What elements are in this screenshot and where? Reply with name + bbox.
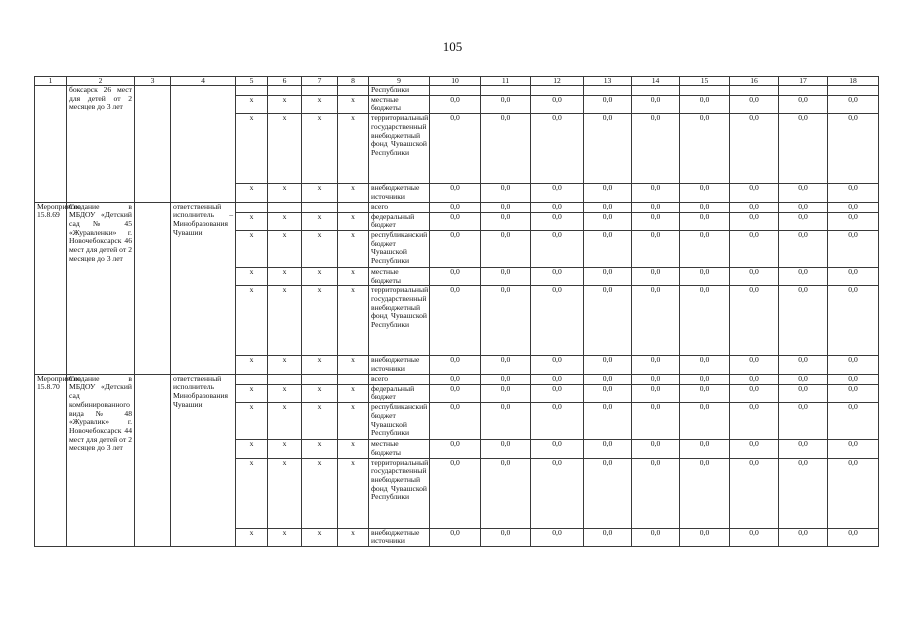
value-cell: 0,0 bbox=[632, 458, 680, 528]
x-mark-cell: x bbox=[338, 286, 369, 356]
measure-name-cell: Создание в МБДОУ «Детский сад № 45 «Журавленки» г. Новочебоксарск 46 мест для детей от 2 месяцев до 3 лет bbox=[67, 202, 135, 374]
value-cell: 0,0 bbox=[779, 95, 828, 113]
value-cell: 0,0 bbox=[730, 230, 779, 267]
x-mark-cell: x bbox=[236, 528, 268, 546]
value-cell: 0,0 bbox=[632, 230, 680, 267]
value-cell: 0,0 bbox=[531, 286, 584, 356]
value-cell: 0,0 bbox=[779, 286, 828, 356]
x-mark-cell: x bbox=[338, 356, 369, 374]
funding-source-cell: всего bbox=[369, 374, 430, 384]
value-cell: 0,0 bbox=[828, 458, 879, 528]
value-cell: 0,0 bbox=[430, 114, 481, 184]
empty-cell bbox=[680, 86, 730, 96]
x-mark-cell: x bbox=[268, 384, 302, 402]
x-mark-cell: x bbox=[268, 286, 302, 356]
x-mark-cell: x bbox=[338, 458, 369, 528]
funding-source-cell: республиканский бюджет Чувашской Республики bbox=[369, 403, 430, 440]
executor-cell: ответственный исполнитель – Минобразования Чувашии bbox=[171, 202, 236, 374]
x-mark-cell: x bbox=[268, 440, 302, 458]
value-cell: 0,0 bbox=[531, 114, 584, 184]
value-cell: 0,0 bbox=[779, 230, 828, 267]
value-cell: 0,0 bbox=[584, 267, 632, 285]
value-cell: 0,0 bbox=[531, 384, 584, 402]
measure-id-cell bbox=[35, 86, 67, 203]
x-mark-cell: x bbox=[302, 356, 338, 374]
x-mark-cell: x bbox=[302, 184, 338, 202]
value-cell: 0,0 bbox=[779, 440, 828, 458]
value-cell: 0,0 bbox=[481, 230, 531, 267]
value-cell: 0,0 bbox=[779, 267, 828, 285]
value-cell: 0,0 bbox=[730, 267, 779, 285]
x-mark-cell: x bbox=[338, 184, 369, 202]
value-cell: 0,0 bbox=[430, 528, 481, 546]
header-cell: 5 bbox=[236, 77, 268, 86]
value-cell: 0,0 bbox=[680, 202, 730, 212]
x-mark-cell: x bbox=[236, 114, 268, 184]
value-cell: 0,0 bbox=[680, 356, 730, 374]
funding-source-cell: внебюджетные источники bbox=[369, 528, 430, 546]
value-cell: 0,0 bbox=[430, 212, 481, 230]
funding-source-cell: федеральный бюджет bbox=[369, 384, 430, 402]
measure-name-cell: боксарск 26 мест для детей от 2 месяцев до 3 лет bbox=[67, 86, 135, 203]
empty-cell bbox=[268, 374, 302, 384]
value-cell: 0,0 bbox=[828, 184, 879, 202]
value-cell: 0,0 bbox=[430, 403, 481, 440]
funding-source-cell: территориальный государственный внебюджетный фонд Чувашской Республики bbox=[369, 114, 430, 184]
x-mark-cell: x bbox=[236, 286, 268, 356]
empty-cell bbox=[632, 86, 680, 96]
empty-cell bbox=[338, 202, 369, 212]
value-cell: 0,0 bbox=[584, 95, 632, 113]
value-cell: 0,0 bbox=[481, 212, 531, 230]
x-mark-cell: x bbox=[302, 286, 338, 356]
value-cell: 0,0 bbox=[430, 202, 481, 212]
x-mark-cell: x bbox=[338, 528, 369, 546]
funding-source-cell: Республики bbox=[369, 86, 430, 96]
x-mark-cell: x bbox=[338, 384, 369, 402]
x-mark-cell: x bbox=[302, 528, 338, 546]
value-cell: 0,0 bbox=[730, 374, 779, 384]
value-cell: 0,0 bbox=[828, 440, 879, 458]
funding-source-cell: территориальный государственный внебюджетный фонд Чувашской Республики bbox=[369, 286, 430, 356]
value-cell: 0,0 bbox=[481, 356, 531, 374]
x-mark-cell: x bbox=[268, 230, 302, 267]
value-cell: 0,0 bbox=[680, 267, 730, 285]
value-cell: 0,0 bbox=[680, 286, 730, 356]
x-mark-cell: x bbox=[268, 95, 302, 113]
value-cell: 0,0 bbox=[481, 267, 531, 285]
header-cell: 2 bbox=[67, 77, 135, 86]
value-cell: 0,0 bbox=[430, 267, 481, 285]
value-cell: 0,0 bbox=[481, 95, 531, 113]
value-cell: 0,0 bbox=[730, 528, 779, 546]
value-cell: 0,0 bbox=[779, 114, 828, 184]
x-mark-cell: x bbox=[268, 356, 302, 374]
value-cell: 0,0 bbox=[481, 440, 531, 458]
x-mark-cell: x bbox=[236, 212, 268, 230]
value-cell: 0,0 bbox=[730, 114, 779, 184]
value-cell: 0,0 bbox=[584, 230, 632, 267]
funding-source-cell: всего bbox=[369, 202, 430, 212]
value-cell: 0,0 bbox=[584, 286, 632, 356]
x-mark-cell: x bbox=[236, 440, 268, 458]
x-mark-cell: x bbox=[236, 267, 268, 285]
header-cell: 11 bbox=[481, 77, 531, 86]
x-mark-cell: x bbox=[302, 230, 338, 267]
measure-id-cell: Мероприятие 15.8.70 bbox=[35, 374, 67, 546]
value-cell: 0,0 bbox=[779, 384, 828, 402]
value-cell: 0,0 bbox=[531, 374, 584, 384]
value-cell: 0,0 bbox=[828, 212, 879, 230]
funding-source-cell: федеральный бюджет bbox=[369, 212, 430, 230]
empty-cell bbox=[584, 86, 632, 96]
budget-table bbox=[34, 76, 879, 547]
value-cell: 0,0 bbox=[531, 403, 584, 440]
value-cell: 0,0 bbox=[430, 95, 481, 113]
funding-source-cell: территориальный государственный внебюджетный фонд Чувашской Республики bbox=[369, 458, 430, 528]
value-cell: 0,0 bbox=[680, 95, 730, 113]
x-mark-cell: x bbox=[338, 267, 369, 285]
header-cell: 7 bbox=[302, 77, 338, 86]
value-cell: 0,0 bbox=[481, 286, 531, 356]
value-cell: 0,0 bbox=[584, 356, 632, 374]
value-cell: 0,0 bbox=[430, 230, 481, 267]
value-cell: 0,0 bbox=[584, 458, 632, 528]
page-number: 105 bbox=[442, 39, 463, 54]
x-mark-cell: x bbox=[302, 384, 338, 402]
value-cell: 0,0 bbox=[632, 184, 680, 202]
value-cell: 0,0 bbox=[779, 403, 828, 440]
value-cell: 0,0 bbox=[531, 184, 584, 202]
x-mark-cell: x bbox=[338, 95, 369, 113]
funding-source-cell: местные бюджеты bbox=[369, 267, 430, 285]
empty-cell bbox=[135, 202, 171, 374]
value-cell: 0,0 bbox=[779, 202, 828, 212]
value-cell: 0,0 bbox=[632, 286, 680, 356]
value-cell: 0,0 bbox=[779, 458, 828, 528]
value-cell: 0,0 bbox=[828, 286, 879, 356]
value-cell: 0,0 bbox=[481, 384, 531, 402]
value-cell: 0,0 bbox=[828, 384, 879, 402]
x-mark-cell: x bbox=[302, 114, 338, 184]
value-cell: 0,0 bbox=[779, 212, 828, 230]
value-cell: 0,0 bbox=[531, 528, 584, 546]
empty-cell bbox=[779, 86, 828, 96]
x-mark-cell: x bbox=[302, 403, 338, 440]
value-cell: 0,0 bbox=[430, 286, 481, 356]
value-cell: 0,0 bbox=[584, 114, 632, 184]
value-cell: 0,0 bbox=[632, 528, 680, 546]
header-cell: 9 bbox=[369, 77, 430, 86]
table-row bbox=[35, 86, 879, 96]
value-cell: 0,0 bbox=[632, 95, 680, 113]
header-cell: 6 bbox=[268, 77, 302, 86]
value-cell: 0,0 bbox=[730, 184, 779, 202]
empty-cell bbox=[338, 86, 369, 96]
header-cell: 17 bbox=[779, 77, 828, 86]
value-cell: 0,0 bbox=[828, 528, 879, 546]
value-cell: 0,0 bbox=[828, 95, 879, 113]
value-cell: 0,0 bbox=[730, 384, 779, 402]
value-cell: 0,0 bbox=[680, 230, 730, 267]
x-mark-cell: x bbox=[268, 267, 302, 285]
value-cell: 0,0 bbox=[828, 356, 879, 374]
value-cell: 0,0 bbox=[779, 528, 828, 546]
value-cell: 0,0 bbox=[531, 230, 584, 267]
value-cell: 0,0 bbox=[584, 528, 632, 546]
x-mark-cell: x bbox=[302, 267, 338, 285]
funding-source-cell: местные бюджеты bbox=[369, 95, 430, 113]
value-cell: 0,0 bbox=[730, 356, 779, 374]
value-cell: 0,0 bbox=[481, 202, 531, 212]
empty-cell bbox=[430, 86, 481, 96]
measure-name-cell: Создание в МБДОУ «Детский сад комбинированного вида № 48 «Журавлик» г. Новочебоксарск 44 мест для детей от 2 месяцев до 3 лет bbox=[67, 374, 135, 546]
table-row bbox=[35, 202, 879, 212]
x-mark-cell: x bbox=[338, 114, 369, 184]
x-mark-cell: x bbox=[268, 528, 302, 546]
value-cell: 0,0 bbox=[531, 212, 584, 230]
value-cell: 0,0 bbox=[779, 356, 828, 374]
funding-source-cell: внебюджетные источники bbox=[369, 356, 430, 374]
value-cell: 0,0 bbox=[531, 356, 584, 374]
table-row bbox=[35, 374, 879, 384]
value-cell: 0,0 bbox=[779, 184, 828, 202]
value-cell: 0,0 bbox=[531, 95, 584, 113]
funding-source-cell: внебюджетные источники bbox=[369, 184, 430, 202]
value-cell: 0,0 bbox=[730, 458, 779, 528]
value-cell: 0,0 bbox=[828, 267, 879, 285]
executor-cell bbox=[171, 86, 236, 203]
value-cell: 0,0 bbox=[481, 114, 531, 184]
header-cell: 16 bbox=[730, 77, 779, 86]
x-mark-cell: x bbox=[268, 212, 302, 230]
value-cell: 0,0 bbox=[730, 212, 779, 230]
value-cell: 0,0 bbox=[680, 440, 730, 458]
value-cell: 0,0 bbox=[481, 184, 531, 202]
value-cell: 0,0 bbox=[584, 202, 632, 212]
empty-cell bbox=[268, 86, 302, 96]
funding-source-cell: республиканский бюджет Чувашской Республики bbox=[369, 230, 430, 267]
value-cell: 0,0 bbox=[481, 403, 531, 440]
value-cell: 0,0 bbox=[680, 212, 730, 230]
header-cell: 18 bbox=[828, 77, 879, 86]
x-mark-cell: x bbox=[236, 403, 268, 440]
x-mark-cell: x bbox=[302, 440, 338, 458]
value-cell: 0,0 bbox=[584, 184, 632, 202]
header-cell: 8 bbox=[338, 77, 369, 86]
measure-id-cell: Мероприятие 15.8.69 bbox=[35, 202, 67, 374]
empty-cell bbox=[135, 374, 171, 546]
funding-source-cell: местные бюджеты bbox=[369, 440, 430, 458]
value-cell: 0,0 bbox=[680, 403, 730, 440]
value-cell: 0,0 bbox=[430, 374, 481, 384]
value-cell: 0,0 bbox=[828, 114, 879, 184]
empty-cell bbox=[302, 374, 338, 384]
value-cell: 0,0 bbox=[531, 440, 584, 458]
x-mark-cell: x bbox=[338, 440, 369, 458]
value-cell: 0,0 bbox=[828, 403, 879, 440]
value-cell: 0,0 bbox=[584, 374, 632, 384]
value-cell: 0,0 bbox=[632, 202, 680, 212]
value-cell: 0,0 bbox=[531, 202, 584, 212]
value-cell: 0,0 bbox=[481, 458, 531, 528]
empty-cell bbox=[302, 86, 338, 96]
header-cell: 15 bbox=[680, 77, 730, 86]
value-cell: 0,0 bbox=[779, 374, 828, 384]
empty-cell bbox=[481, 86, 531, 96]
x-mark-cell: x bbox=[302, 458, 338, 528]
value-cell: 0,0 bbox=[632, 440, 680, 458]
value-cell: 0,0 bbox=[430, 356, 481, 374]
value-cell: 0,0 bbox=[430, 440, 481, 458]
x-mark-cell: x bbox=[268, 184, 302, 202]
value-cell: 0,0 bbox=[531, 458, 584, 528]
executor-cell: ответственный исполнитель Минобразования Чувашии bbox=[171, 374, 236, 546]
x-mark-cell: x bbox=[338, 230, 369, 267]
x-mark-cell: x bbox=[338, 403, 369, 440]
empty-cell bbox=[236, 86, 268, 96]
value-cell: 0,0 bbox=[531, 267, 584, 285]
header-cell: 4 bbox=[171, 77, 236, 86]
x-mark-cell: x bbox=[236, 384, 268, 402]
value-cell: 0,0 bbox=[680, 184, 730, 202]
value-cell: 0,0 bbox=[584, 384, 632, 402]
value-cell: 0,0 bbox=[828, 202, 879, 212]
value-cell: 0,0 bbox=[481, 374, 531, 384]
value-cell: 0,0 bbox=[430, 384, 481, 402]
value-cell: 0,0 bbox=[680, 114, 730, 184]
value-cell: 0,0 bbox=[680, 528, 730, 546]
value-cell: 0,0 bbox=[584, 403, 632, 440]
value-cell: 0,0 bbox=[680, 458, 730, 528]
value-cell: 0,0 bbox=[680, 374, 730, 384]
header-cell: 1 bbox=[35, 77, 67, 86]
x-mark-cell: x bbox=[236, 230, 268, 267]
x-mark-cell: x bbox=[236, 458, 268, 528]
empty-cell bbox=[338, 374, 369, 384]
value-cell: 0,0 bbox=[632, 403, 680, 440]
x-mark-cell: x bbox=[236, 356, 268, 374]
empty-cell bbox=[135, 86, 171, 203]
empty-cell bbox=[828, 86, 879, 96]
x-mark-cell: x bbox=[268, 114, 302, 184]
x-mark-cell: x bbox=[236, 184, 268, 202]
header-cell: 10 bbox=[430, 77, 481, 86]
header-row bbox=[35, 77, 879, 86]
value-cell: 0,0 bbox=[730, 286, 779, 356]
header-cell: 12 bbox=[531, 77, 584, 86]
empty-cell bbox=[302, 202, 338, 212]
value-cell: 0,0 bbox=[481, 528, 531, 546]
empty-cell bbox=[236, 202, 268, 212]
value-cell: 0,0 bbox=[584, 440, 632, 458]
value-cell: 0,0 bbox=[730, 403, 779, 440]
header-cell: 13 bbox=[584, 77, 632, 86]
empty-cell bbox=[236, 374, 268, 384]
x-mark-cell: x bbox=[268, 458, 302, 528]
value-cell: 0,0 bbox=[632, 384, 680, 402]
header-cell: 14 bbox=[632, 77, 680, 86]
empty-cell bbox=[268, 202, 302, 212]
empty-cell bbox=[730, 86, 779, 96]
value-cell: 0,0 bbox=[680, 384, 730, 402]
x-mark-cell: x bbox=[236, 95, 268, 113]
x-mark-cell: x bbox=[302, 95, 338, 113]
value-cell: 0,0 bbox=[430, 458, 481, 528]
x-mark-cell: x bbox=[338, 212, 369, 230]
value-cell: 0,0 bbox=[584, 212, 632, 230]
value-cell: 0,0 bbox=[632, 356, 680, 374]
value-cell: 0,0 bbox=[632, 114, 680, 184]
empty-cell bbox=[531, 86, 584, 96]
value-cell: 0,0 bbox=[730, 202, 779, 212]
x-mark-cell: x bbox=[268, 403, 302, 440]
value-cell: 0,0 bbox=[430, 184, 481, 202]
value-cell: 0,0 bbox=[632, 374, 680, 384]
value-cell: 0,0 bbox=[730, 440, 779, 458]
value-cell: 0,0 bbox=[632, 267, 680, 285]
x-mark-cell: x bbox=[302, 212, 338, 230]
header-cell: 3 bbox=[135, 77, 171, 86]
value-cell: 0,0 bbox=[632, 212, 680, 230]
value-cell: 0,0 bbox=[828, 374, 879, 384]
value-cell: 0,0 bbox=[828, 230, 879, 267]
value-cell: 0,0 bbox=[730, 95, 779, 113]
